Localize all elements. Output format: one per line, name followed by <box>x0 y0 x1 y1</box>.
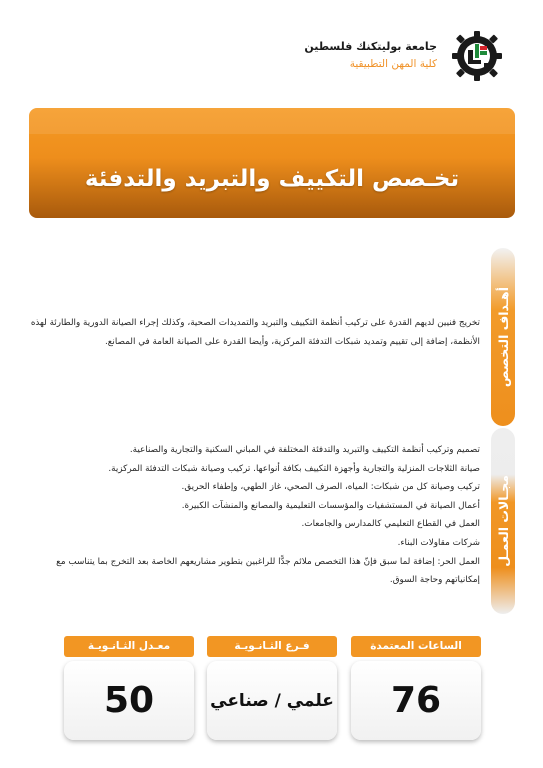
objectives-tab <box>491 248 515 426</box>
secondary-average-card <box>64 636 194 740</box>
list-item: أعمال الصيانة في المستشفيات والمؤسسات التعليمية والمصانع والمنشآت الكبيرة. <box>181 500 480 511</box>
credit-hours-card <box>351 636 481 740</box>
list-item: العمل الحر: إضافة لما سبق فإنّ هذا التخصص ملائم جدًّا للراغبين بتطوير مشاريعهم الخاصة بعد التخرج بما يتناسب مع إمكانياتهم وحاجة السوق. <box>56 556 480 586</box>
list-item: صيانة الثلاجات المنزلية والتجارية وأجهزة التكييف بكافة أنواعها. تركيب وصيانة شبكات التدفئة المركزية. <box>108 463 480 474</box>
page-header <box>263 28 503 88</box>
secondary-average-label: معـدل الثـانـويـة <box>64 636 194 657</box>
college-name: كلية المهن التطبيقية <box>349 58 437 70</box>
work-fields-list <box>30 441 480 590</box>
list-item: تصميم وتركيب أنظمة التكييف والتبريد والتدفئة المختلفة في المباني السكنية والتجارية والصناعية. <box>129 445 480 455</box>
list-item: تركيب وصيانة كل من شبكات: المياه، الصرف الصحي، غاز الطهي، وإطفاء الحريق. <box>181 482 480 493</box>
secondary-branch-value: علمي / صناعي <box>207 661 337 740</box>
university-name: جامعة بوليتكنك فلسطين <box>304 40 437 53</box>
credit-hours-value: 76 <box>351 661 481 740</box>
secondary-average-value: 50 <box>64 661 194 740</box>
university-logo-icon <box>451 30 503 82</box>
list-item: العمل في القطاع التعليمي كالمدارس والجامعات. <box>301 519 480 530</box>
page-title: تخـصص التكييف والتبريد والتدفئة <box>84 166 460 192</box>
title-banner <box>29 108 515 218</box>
secondary-branch-card <box>207 636 337 740</box>
work-fields-tab <box>491 428 515 614</box>
list-item: شركات مقاولات البناء. <box>397 537 480 548</box>
objectives-tab-label: أهـداف التخصص <box>495 286 511 388</box>
secondary-branch-label: فـرع الثـانـويـة <box>207 636 337 657</box>
work-fields-tab-label: مجـالات العمـل <box>495 475 511 567</box>
banner-highlight <box>29 108 515 134</box>
credit-hours-label: الساعات المعتمدة <box>351 636 481 657</box>
objectives-text: تخريج فنيين لديهم القدرة على تركيب أنظمة التكييف والتبريد والتمديدات الصحية، وكذلك إجراء الصيانة الدورية والطارئة لهذه الأنظمة، إضافة إلى تقييم وتمديد شبكات التدفئة المركزية، وأيضا القدرة على الصيانة العامة في المصانع. <box>30 318 480 347</box>
